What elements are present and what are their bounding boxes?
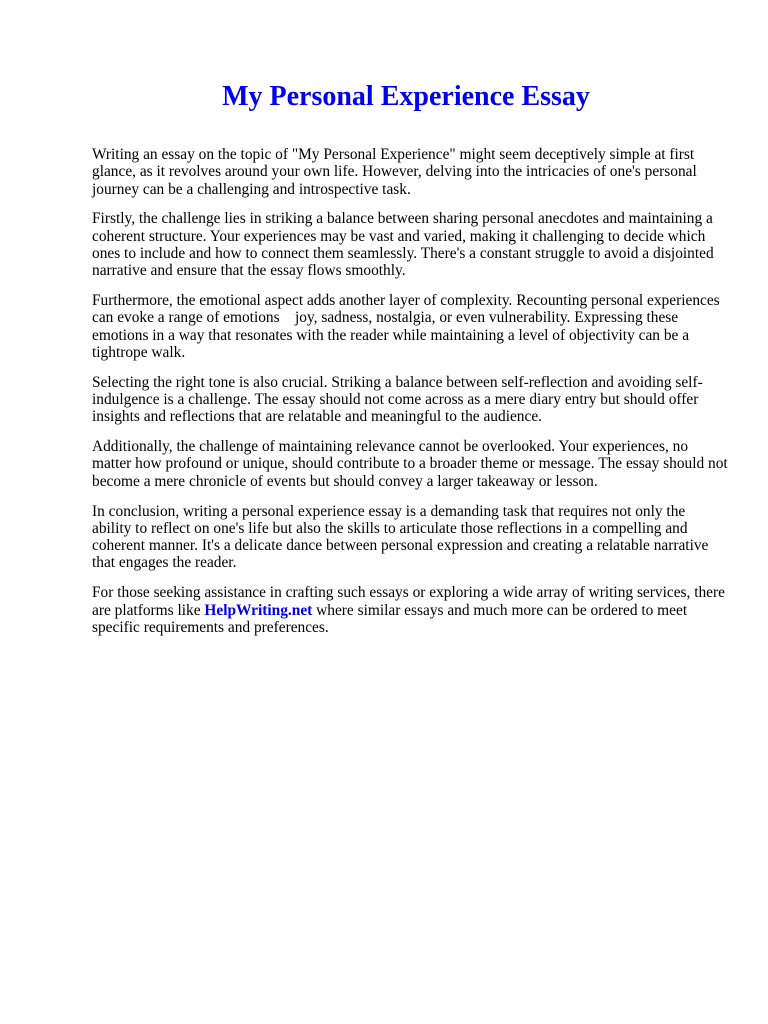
paragraph-intro: Writing an essay on the topic of "My Personal Experience" might seem deceptively simple at first glance, as it revolves around your own life. However, delving into the intricacies of one's personal journey can be a challenging and introspective task.: [92, 146, 701, 198]
paragraph-closing: [92, 584, 728, 636]
paragraph-tone: Selecting the right tone is also crucial. Striking a balance between self-reflection and avoiding self-indulgence is a challenge. The essay should not come across as a mere diary entry but should offer insights and reflections that are relatable and meaningful to the audience.: [92, 373, 703, 426]
document-body: [92, 146, 732, 649]
paragraph-emotion: Furthermore, the emotional aspect adds another layer of complexity. Recounting personal experiences can evoke a range of emotions joy, sadness, nostalgia, or even vulnerability. Expressing these emotions in a way that resonates with the reader while maintaining a level of objectivity can be a tightrope walk.: [92, 292, 724, 361]
closing-text-before-link: For those seeking assistance in crafting such essays or exploring a wide array of writing services, there are platforms like: [92, 584, 729, 619]
closing-text-after-link: where similar essays and much more can be ordered to meet specific requirements and preferences.: [92, 601, 691, 636]
paragraph-relevance: Additionally, the challenge of maintaining relevance cannot be overlooked. Your experiences, no matter how profound or unique, should contribute to a broader theme or message. The essay should not become a mere chronicle of events but should convey a larger takeaway or lesson.: [92, 438, 732, 490]
paragraph-structure: Firstly, the challenge lies in striking a balance between sharing personal anecdotes and maintaining a coherent structure. Your experiences may be vast and varied, making it challenging to decide which ones to include and how to connect them seamlessly. There's a constant struggle to avoid a disjointed narrative and ensure that the essay flows smoothly.: [92, 210, 718, 280]
helpwriting-link[interactable]: HelpWriting.net: [204, 601, 313, 619]
paragraph-conclusion: In conclusion, writing a personal experience essay is a demanding task that requires not only the ability to reflect on one's life but also the skills to articulate those reflections in a compelling and coherent manner. It's a delicate dance between personal expression and creating a relatable narrative that engages the reader.: [92, 502, 713, 572]
document-title: My Personal Experience Essay: [222, 81, 590, 112]
